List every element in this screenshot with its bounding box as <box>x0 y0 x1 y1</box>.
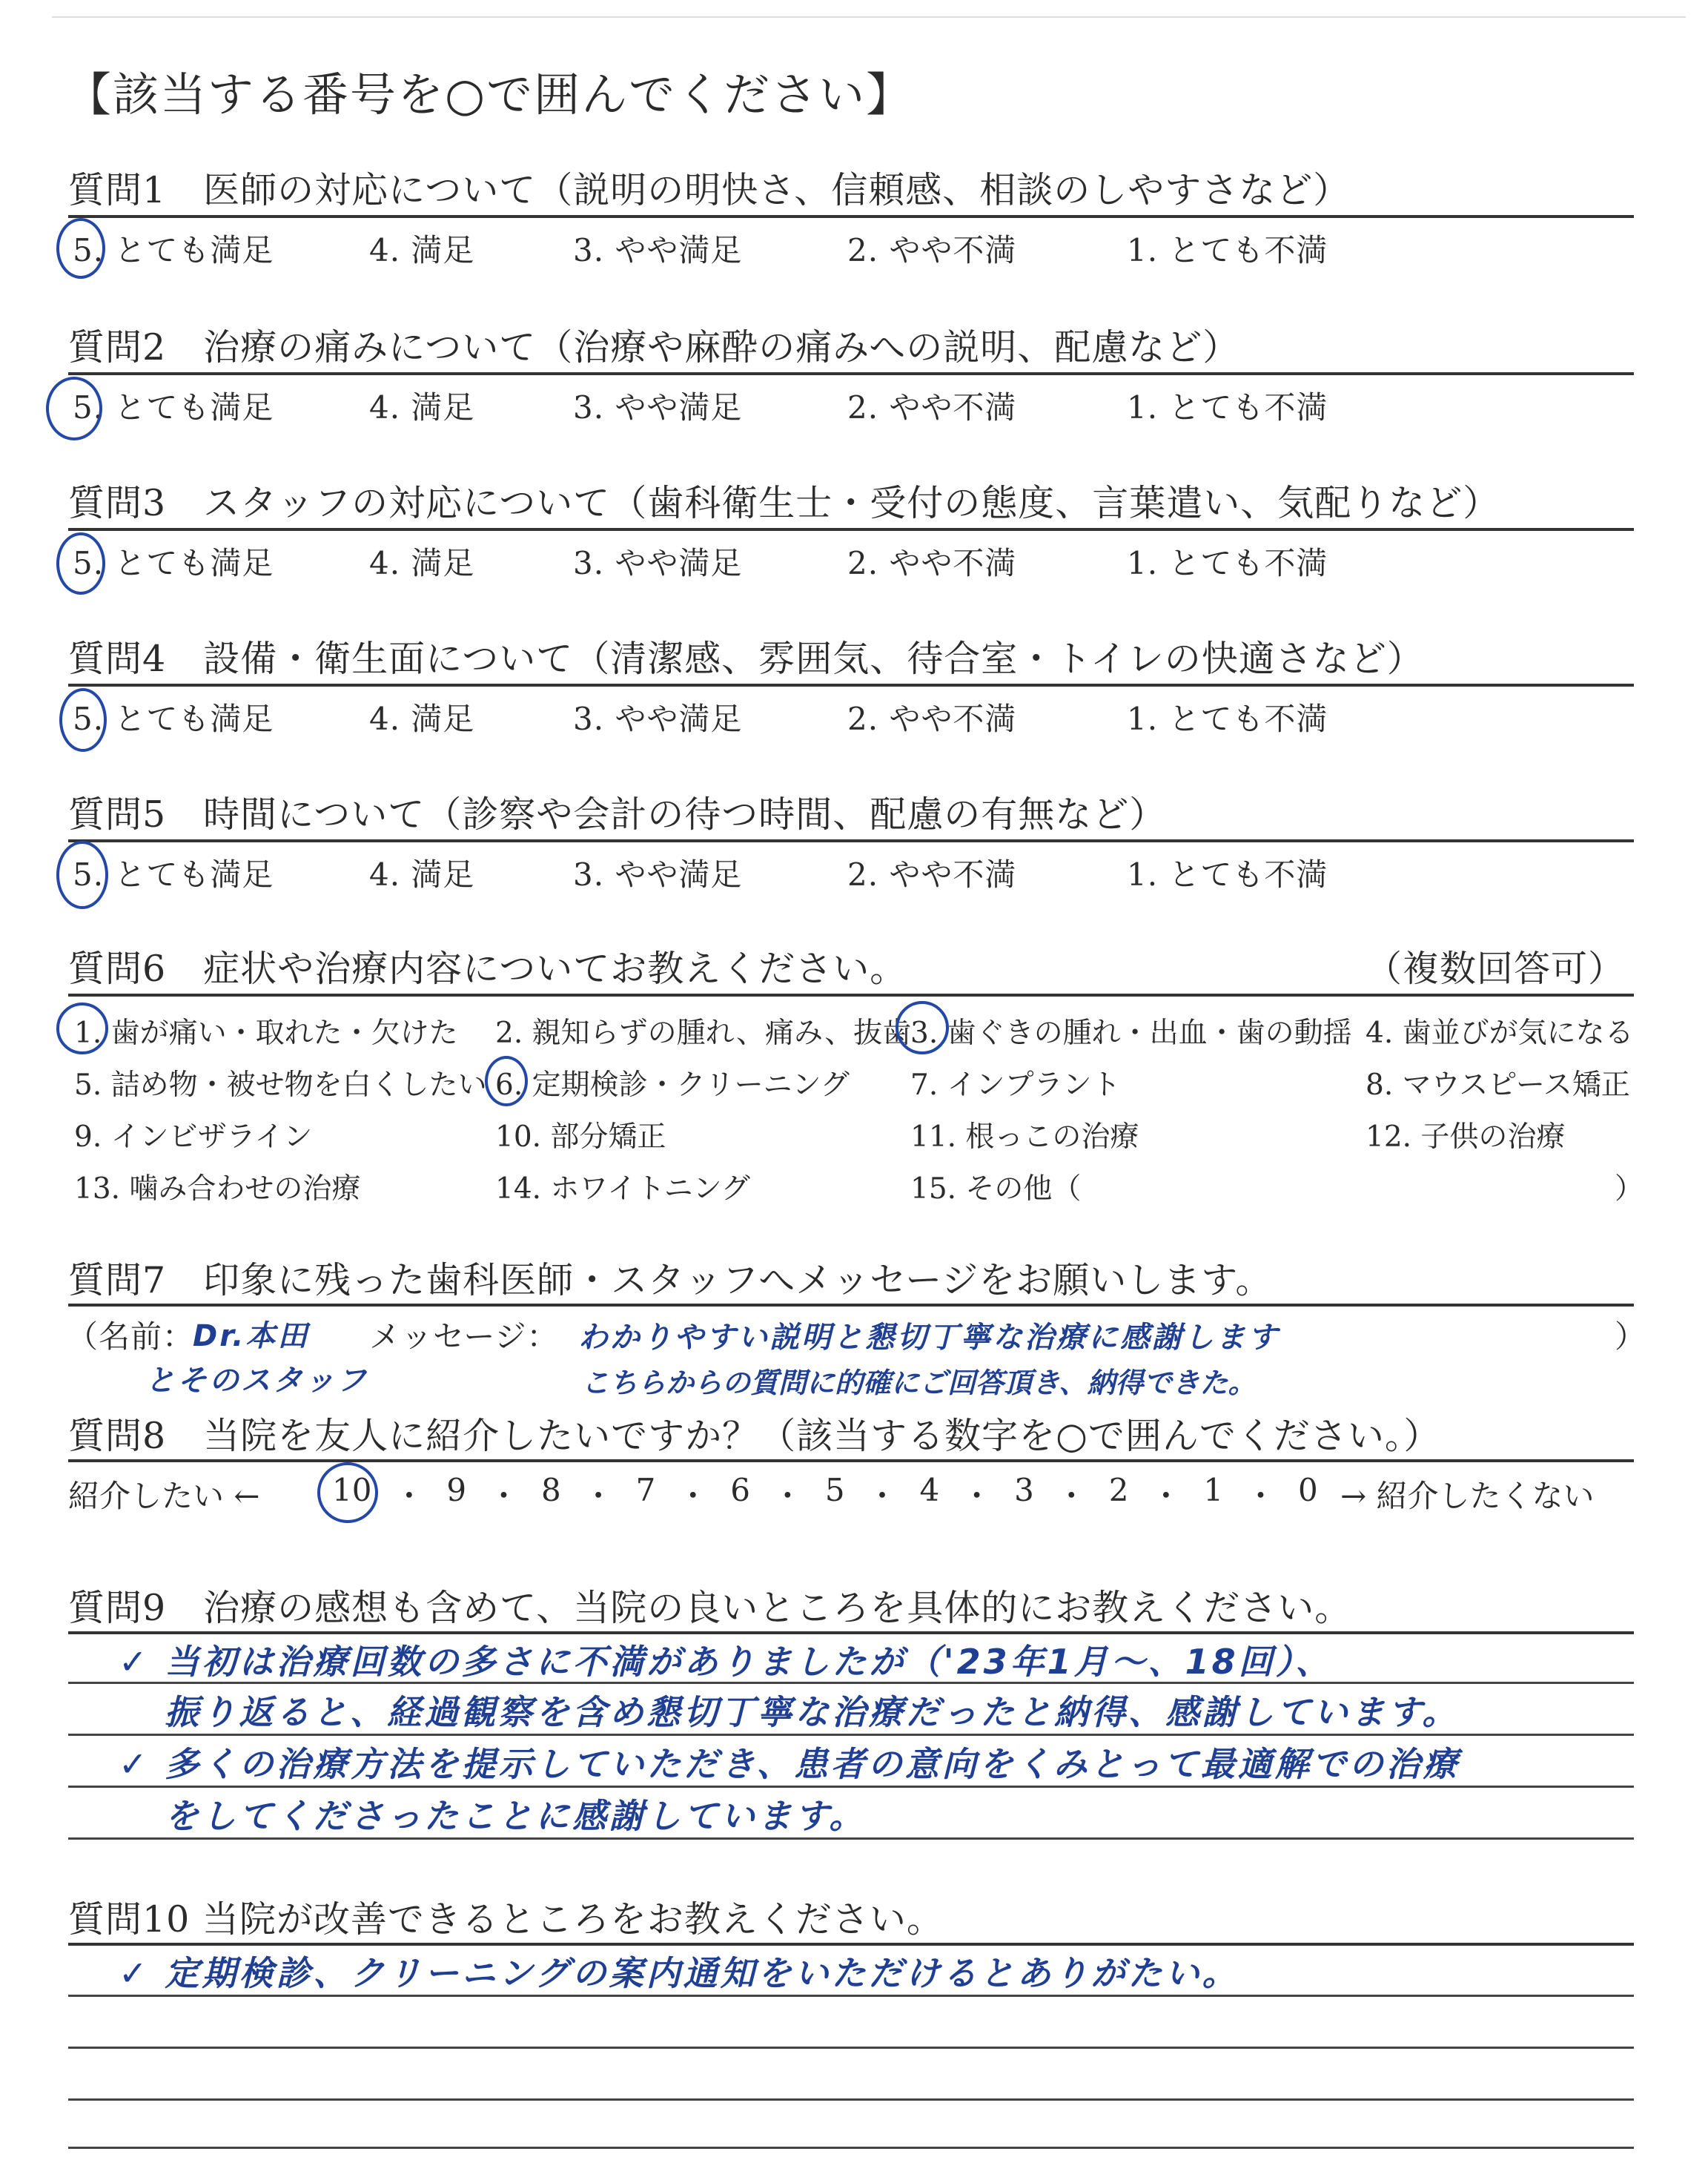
q6-item-1[interactable]: 1. 歯が痛い・取れた・欠けた <box>74 1017 458 1050</box>
q4-option-2[interactable]: 2. やや不満 <box>847 701 1017 737</box>
q6-item-15-close: ） <box>1615 1172 1644 1206</box>
q9-line-rule-3 <box>68 1786 1634 1788</box>
q6-item-14[interactable]: 14. ホワイトニング <box>495 1172 750 1206</box>
q5-option-1[interactable]: 1. とても不満 <box>1127 856 1328 893</box>
q6-item-7[interactable]: 7. インプラント <box>910 1069 1121 1102</box>
q8-scale-6[interactable]: 6 <box>730 1472 750 1508</box>
q6-item-9[interactable]: 9. インビザライン <box>74 1120 313 1154</box>
q8-scale-4[interactable]: 4 <box>919 1472 940 1508</box>
q6-circle-mark-6 <box>485 1056 528 1106</box>
q10-line-rule-3 <box>68 2098 1634 2101</box>
q8-scale-separator: ・ <box>393 1478 425 1514</box>
q3-circle-mark <box>56 532 105 595</box>
q8-scale-separator: ・ <box>1056 1478 1088 1514</box>
form-title: 【該当する番号を○で囲んでください】 <box>65 67 914 122</box>
q1-circle-mark <box>56 218 105 279</box>
q3-option-4[interactable]: 4. 満足 <box>369 545 475 581</box>
scan-top-edge <box>52 16 1686 18</box>
q9-line-rule-4 <box>68 1837 1634 1840</box>
q6-multiple-note: （複数回答可） <box>1366 948 1626 990</box>
q9-line-3[interactable]: ✓ 多くの治療方法を提示していただき、患者の意向をくみとって最適解での治療 <box>119 1744 1460 1784</box>
q7-message-label: メッセージ： <box>369 1318 559 1355</box>
q5-rule <box>68 839 1634 842</box>
q6-circle-mark-1 <box>56 1003 108 1054</box>
q8-scale-5[interactable]: 5 <box>824 1472 845 1508</box>
q1-heading: 質問1 医師の対応について（説明の明快さ、信頼感、相談のしやすさなど） <box>68 169 1351 211</box>
q8-rule <box>68 1459 1634 1462</box>
q2-heading: 質問2 治療の痛みについて（治療や麻酔の痛みへの説明、配慮など） <box>68 326 1240 369</box>
q8-scale-2[interactable]: 2 <box>1108 1472 1129 1508</box>
q1-option-2[interactable]: 2. やや不満 <box>847 232 1017 268</box>
q2-rule <box>68 372 1634 375</box>
q8-heading: 質問8 当院を友人に紹介したいですか？（該当する数字を○で囲んでください。） <box>68 1415 1441 1457</box>
q4-option-5[interactable]: 5. とても満足 <box>73 701 274 737</box>
q8-scale-row <box>332 1472 1318 1516</box>
q10-line-rule-1 <box>68 1995 1634 1997</box>
q4-heading: 質問4 設備・衛生面について（清潔感、雰囲気、待合室・トイレの快適さなど） <box>68 638 1424 680</box>
q6-item-12[interactable]: 12. 子供の治療 <box>1366 1120 1566 1154</box>
q5-option-4[interactable]: 4. 満足 <box>369 856 475 893</box>
q8-left-label: 紹介したい ← <box>68 1478 260 1514</box>
q10-line-1[interactable]: ✓ 定期検診、クリーニングの案内通知をいただけるとありがたい。 <box>119 1953 1239 1993</box>
q5-option-3[interactable]: 3. やや満足 <box>573 856 743 893</box>
q9-line-rule-1 <box>68 1682 1634 1684</box>
q8-scale-separator: ・ <box>488 1478 520 1514</box>
q6-item-2[interactable]: 2. 親知らずの腫れ、痛み、抜歯 <box>495 1017 912 1050</box>
q4-rule <box>68 684 1634 687</box>
q7-heading: 質問7 印象に残った歯科医師・スタッフへメッセージをお願いします。 <box>68 1259 1273 1301</box>
q10-heading: 質問10 当院が改善できるところをお教えください。 <box>68 1898 944 1941</box>
q5-circle-mark <box>56 841 108 909</box>
q7-name-handwritten-1[interactable]: Dr.本田 <box>193 1319 310 1353</box>
q3-option-5[interactable]: 5. とても満足 <box>73 545 274 581</box>
q5-option-5[interactable]: 5. とても満足 <box>73 856 274 893</box>
q5-option-2[interactable]: 2. やや不満 <box>847 856 1017 893</box>
q2-option-2[interactable]: 2. やや不満 <box>847 389 1017 426</box>
q3-option-3[interactable]: 3. やや満足 <box>573 545 743 581</box>
q3-rule <box>68 528 1634 531</box>
q8-scale-separator: ・ <box>961 1478 993 1514</box>
q6-rule <box>68 994 1634 997</box>
q4-circle-mark <box>59 688 107 752</box>
q6-item-10[interactable]: 10. 部分矯正 <box>495 1120 666 1154</box>
q8-scale-7[interactable]: 7 <box>635 1472 656 1508</box>
q4-option-4[interactable]: 4. 満足 <box>369 701 475 737</box>
q1-option-1[interactable]: 1. とても不満 <box>1127 232 1328 268</box>
q7-name-label: （名前： <box>67 1318 195 1355</box>
q7-message-handwritten-2[interactable]: こちらからの質問に的確にご回答頂き、納得できた。 <box>581 1367 1257 1399</box>
q9-line-1[interactable]: ✓ 当初は治療回数の多さに不満がありましたが（'23年1月～、18回）、 <box>119 1642 1333 1682</box>
q8-circle-mark-10 <box>317 1462 378 1523</box>
q6-item-5[interactable]: 5. 詰め物・被せ物を白くしたい <box>74 1069 487 1102</box>
q7-rule <box>68 1304 1634 1307</box>
q9-line-rule-2 <box>68 1734 1634 1736</box>
q6-item-15[interactable]: 15. その他（ <box>910 1172 1082 1206</box>
q8-scale-separator: ・ <box>677 1478 709 1514</box>
q8-scale-separator: ・ <box>1245 1478 1277 1514</box>
q8-scale-9[interactable]: 9 <box>446 1472 467 1508</box>
q6-circle-mark-3 <box>896 1001 949 1054</box>
q7-close-paren: ） <box>1615 1318 1647 1355</box>
q2-option-5[interactable]: 5. とても満足 <box>73 389 274 426</box>
q6-item-6[interactable]: 6. 定期検診・クリーニング <box>495 1069 850 1102</box>
q2-option-3[interactable]: 3. やや満足 <box>573 389 743 426</box>
q4-option-3[interactable]: 3. やや満足 <box>573 701 743 737</box>
q8-scale-8[interactable]: 8 <box>540 1472 561 1508</box>
q10-rule <box>68 1943 1634 1946</box>
q2-circle-mark <box>46 377 102 440</box>
q3-heading: 質問3 スタッフの対応について（歯科衛生士・受付の態度、言葉遣い、気配りなど） <box>68 482 1500 524</box>
q8-scale-separator: ・ <box>583 1478 615 1514</box>
q8-scale-separator: ・ <box>867 1478 898 1514</box>
q6-item-13[interactable]: 13. 噛み合わせの治療 <box>74 1172 361 1206</box>
q10-line-rule-2 <box>68 2047 1634 2049</box>
q5-heading: 質問5 時間について（診察や会計の待つ時間、配慮の有無など） <box>68 793 1167 836</box>
q4-option-1[interactable]: 1. とても不満 <box>1127 701 1328 737</box>
q1-rule <box>68 215 1634 218</box>
q9-heading: 質問9 治療の感想も含めて、当院の良いところを具体的にお教えください。 <box>68 1587 1352 1629</box>
q3-option-2[interactable]: 2. やや不満 <box>847 545 1017 581</box>
q8-scale-separator: ・ <box>772 1478 804 1514</box>
q3-option-1[interactable]: 1. とても不満 <box>1127 545 1328 581</box>
q9-rule <box>68 1631 1634 1634</box>
q8-scale-10[interactable]: 10 <box>332 1472 372 1508</box>
q6-heading: 質問6 症状や治療内容についてお教えください。 <box>68 948 907 990</box>
q7-message-handwritten-1[interactable]: わかりやすい説明と懇切丁寧な治療に感謝します <box>578 1321 1280 1355</box>
q8-scale-separator: ・ <box>1150 1478 1182 1514</box>
q8-scale-0[interactable]: 0 <box>1297 1472 1318 1508</box>
q2-option-1[interactable]: 1. とても不満 <box>1127 389 1328 426</box>
q1-option-5[interactable]: 5. とても満足 <box>73 232 274 268</box>
q9-line-2[interactable]: 振り返ると、経過観察を含め懇切丁寧な治療だったと納得、感謝しています。 <box>165 1692 1460 1732</box>
q6-item-3[interactable]: 3. 歯ぐきの腫れ・出血・歯の動揺 <box>910 1017 1352 1050</box>
q6-item-4[interactable]: 4. 歯並びが気になる <box>1366 1017 1634 1050</box>
q10-line-rule-4 <box>68 2147 1634 2149</box>
q1-option-4[interactable]: 4. 満足 <box>369 232 475 268</box>
q9-line-4[interactable]: をしてくださったことに感謝しています。 <box>165 1796 867 1836</box>
q6-item-8[interactable]: 8. マウスピース矯正 <box>1366 1069 1630 1102</box>
q6-item-11[interactable]: 11. 根っこの治療 <box>910 1120 1139 1154</box>
q8-scale-3[interactable]: 3 <box>1014 1472 1034 1508</box>
q1-option-3[interactable]: 3. やや満足 <box>573 232 743 268</box>
q2-option-4[interactable]: 4. 満足 <box>369 389 475 426</box>
q8-right-label: → 紹介したくない <box>1340 1478 1595 1514</box>
q7-name-handwritten-2[interactable]: とそのスタッフ <box>145 1364 368 1398</box>
q8-scale-1[interactable]: 1 <box>1203 1472 1224 1508</box>
